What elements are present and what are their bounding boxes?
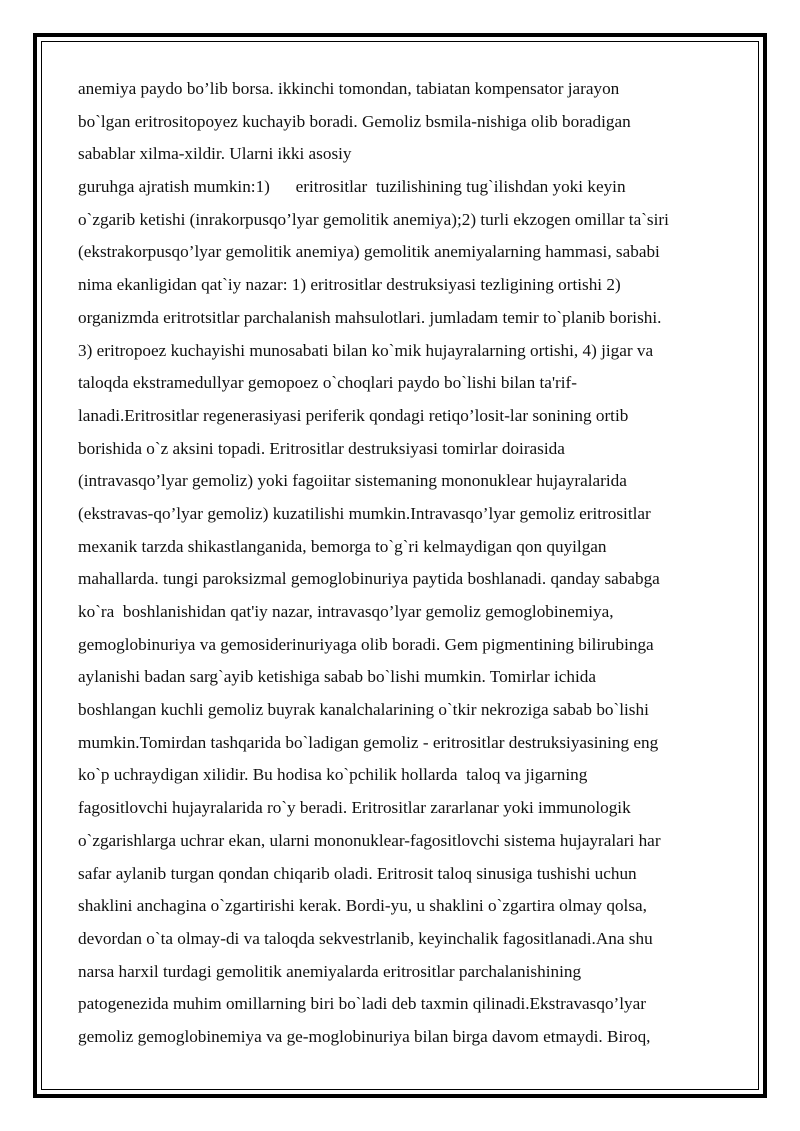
text-line: guruhga ajratish mumkin:1) eritrositlar tuzilishining tug`ilishdan yoki keyin xyxy=(78,177,626,197)
text-line: (ekstravas-qo’lyar gemoliz) kuzatilishi mumkin.Intravasqo’lyar gemoliz eritrositlar xyxy=(78,503,651,523)
text-line: gemoglobinuriya va gemosiderinuriyaga olib boradi. Gem pigmentining bilirubinga xyxy=(78,634,654,654)
text-line: borishida o`z aksini topadi. Eritrositlar destruksiyasi tomirlar doirasida xyxy=(78,438,565,458)
text-line: lanadi.Eritrositlar regenerasiyasi periferik qondagi retiqo’losit-lar sonining ortib xyxy=(78,405,629,425)
text-line: mumkin.Tomirdan tashqarida bo`ladigan gemoliz - eritrositlar destruksiyasining eng xyxy=(78,732,659,752)
text-line: shaklini anchagina o`zgartirishi kerak. Bordi-yu, u shaklini o`zgartira olmay qolsa, xyxy=(78,896,647,916)
text-line: safar aylanib turgan qondan chiqarib oladi. Eritrosit taloq sinusiga tushishi uchun xyxy=(78,863,637,883)
text-line: devordan o`ta olmay-di va taloqda sekvestrlanib, keyinchalik fagositlanadi.Ana shu xyxy=(78,928,653,948)
text-line: organizmda eritrotsitlar parchalanish mahsulotlari. jumladam temir to`planib borishi. xyxy=(78,307,662,327)
text-line: (intravasqo’lyar gemoliz) yoki fagoiitar sistemaning mononuklear hujayralarida xyxy=(78,471,627,491)
text-line: (ekstrakorpusqo’lyar gemolitik anemiya) gemolitik anemiyalarning hammasi, sababi xyxy=(78,242,660,262)
text-line: bo`lgan eritrositopoyez kuchayib boradi. Gemoliz bsmila-nishiga olib boradigan xyxy=(78,111,631,131)
text-line: 3) eritropoez kuchayishi munosabati bilan ko`mik hujayralarning ortishi, 4) jigar va xyxy=(78,340,654,360)
text-line: anemiya paydo bo’lib borsa. ikkinchi tomondan, tabiatan kompensator jarayon xyxy=(78,79,620,98)
text-line: sabablar xilma-xildir. Ularni ikki asosiy xyxy=(78,144,352,164)
text-line: nima ekanligidan qat`iy nazar: 1) eritrositlar destruksiyasi tezligining ortishi 2) xyxy=(78,275,621,295)
text-line: narsa harxil turdagi gemolitik anemiyalarda eritrositlar parchalanishining xyxy=(78,961,582,981)
text-line: o`zgarishlarga uchrar ekan, ularni mononuklear-fagositlovchi sistema hujayralari har xyxy=(78,830,661,850)
text-line: mahallarda. tungi paroksizmal gemoglobinuriya paytida boshlanadi. qanday sababga xyxy=(78,569,660,589)
text-line: aylanishi badan sarg`ayib ketishiga sabab bo`lishi mumkin. Tomirlar ichida xyxy=(78,667,596,687)
document-body-text xyxy=(78,73,728,1054)
text-line: boshlangan kuchli gemoliz buyrak kanalchalarining o`tkir nekroziga sabab bo`lishi xyxy=(78,700,649,720)
text-line: fagositlovchi hujayralarida ro`y beradi. Eritrositlar zararlanar yoki immunologik xyxy=(78,798,631,818)
text-line: patogenezida muhim omillarning biri bo`ladi deb taxmin qilinadi.Ekstravasqo’lyar xyxy=(78,994,647,1014)
text-line: ko`p uchraydigan xilidir. Bu hodisa ko`pchilik hollarda taloq va jigarning xyxy=(78,765,588,785)
text-line: o`zgarib ketishi (inrakorpusqo’lyar gemolitik anemiya);2) turli ekzogen omillar ta`siri xyxy=(78,209,669,229)
text-line: taloqda ekstramedullyar gemopoez o`choqlari paydo bo`lishi bilan ta'rif- xyxy=(78,373,577,393)
text-line: mexanik tarzda shikastlanganida, bemorga to`g`ri kelmaydigan qon quyilgan xyxy=(78,536,607,556)
text-line: ko`ra boshlanishidan qat'iy nazar, intravasqo’lyar gemoliz gemoglobinemiya, xyxy=(78,602,614,621)
text-line: gemoliz gemoglobinemiya va ge-moglobinuriya bilan birga davom etmaydi. Biroq, xyxy=(78,1026,651,1046)
